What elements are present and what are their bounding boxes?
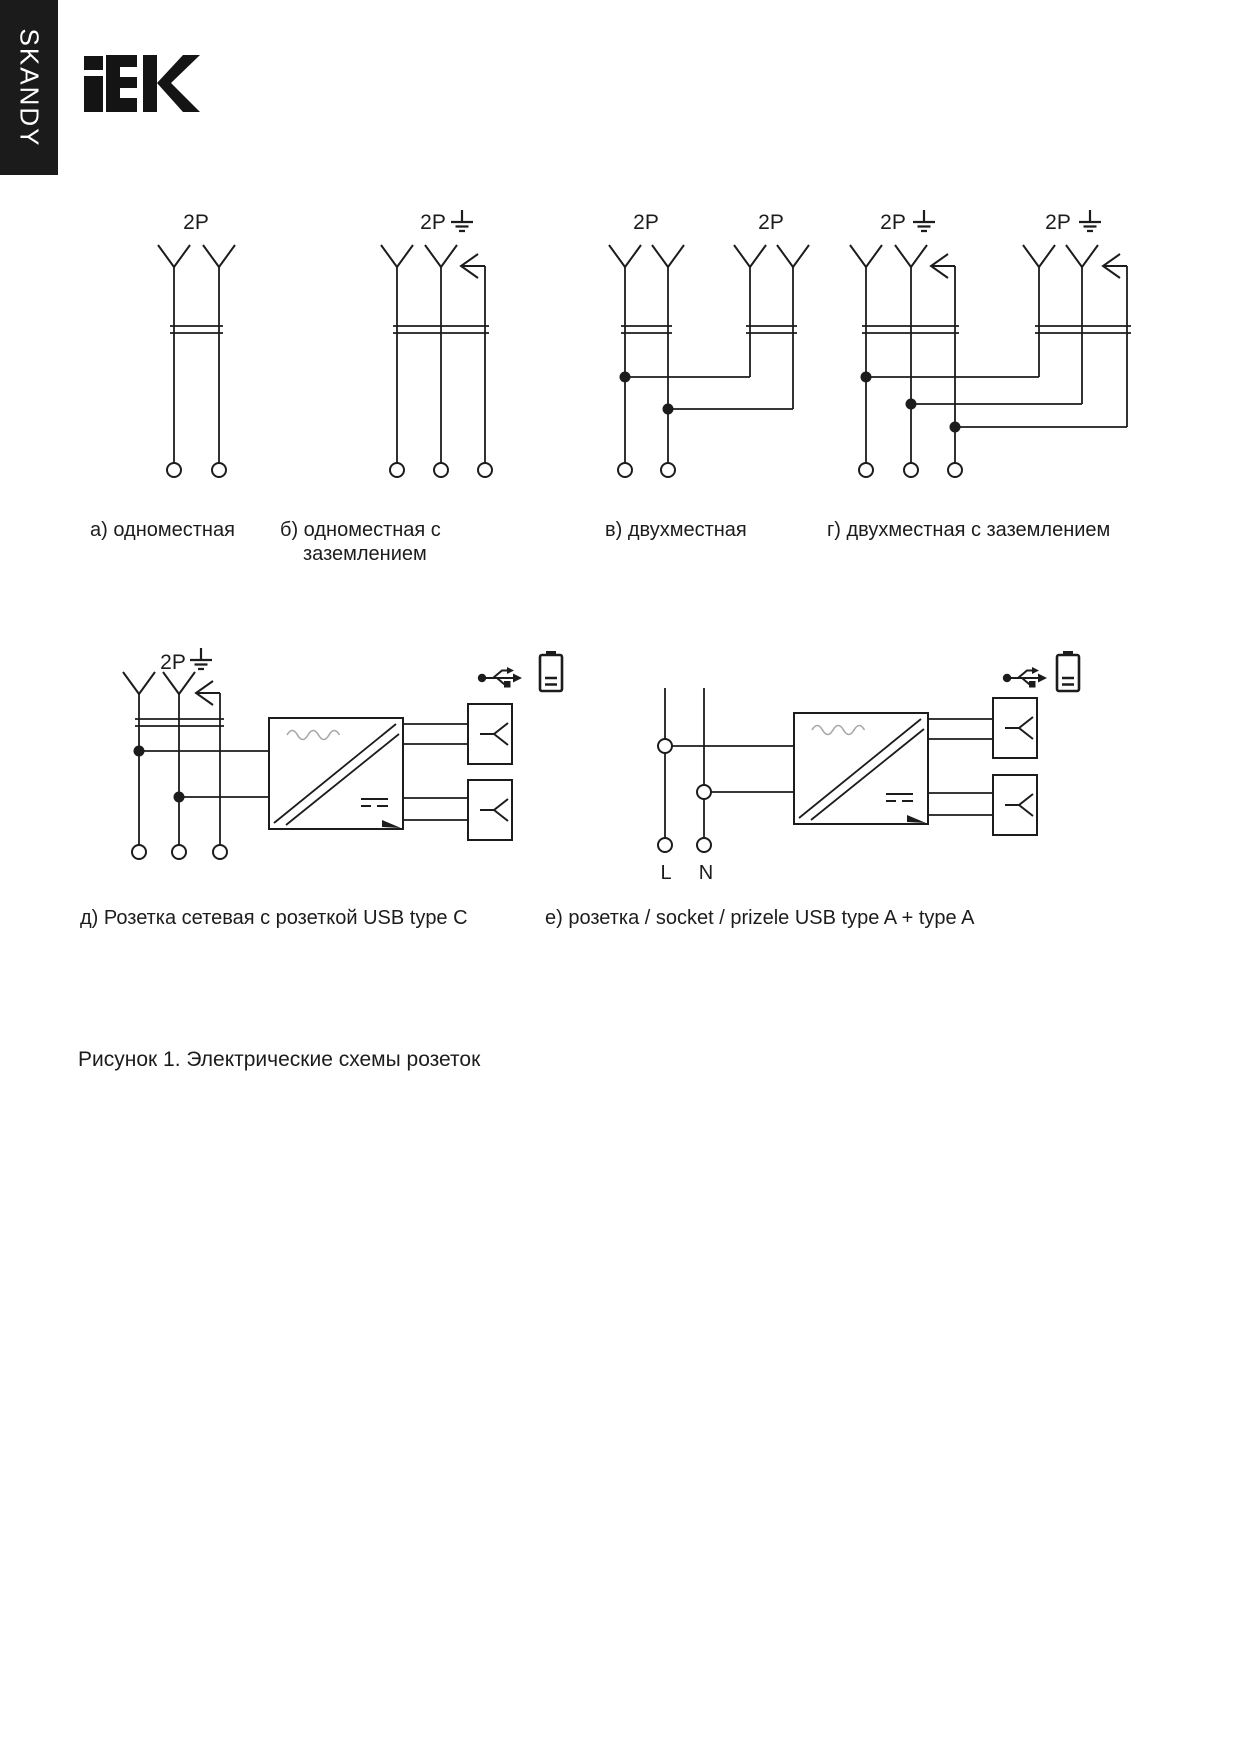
- battery-icon: [1057, 651, 1079, 691]
- usb-port-box: [993, 775, 1037, 835]
- usb-port-box: [468, 780, 512, 840]
- terminal-circle: [658, 838, 672, 852]
- socket-contact-icon: [1066, 245, 1098, 267]
- terminal-circle: [434, 463, 448, 477]
- caption-g: г) двухместная с заземлением: [827, 519, 1111, 541]
- socket-contact-icon: [158, 245, 190, 267]
- caption-v: в) двухместная: [605, 519, 747, 541]
- socket-contact-icon: [1023, 245, 1055, 267]
- ac-dc-converter-box: [794, 713, 928, 824]
- junction-dot: [663, 404, 674, 415]
- socket-contact-icon: [425, 245, 457, 267]
- diagram-d-socket-usb-type-c: [123, 648, 562, 859]
- socket-contact-icon: [734, 245, 766, 267]
- caption-e: е) розетка / socket / prizele USB type A + type A: [545, 907, 975, 929]
- ground-contact-icon: [1103, 254, 1127, 278]
- caption-b-line2: заземлением: [303, 543, 427, 565]
- diagram-e-socket-usb-type-a: [658, 651, 1079, 884]
- battery-icon: [540, 651, 562, 691]
- terminal-circle: [167, 463, 181, 477]
- earth-icon: [1079, 210, 1101, 231]
- diagram-g-double-socket-grounded: [850, 210, 1131, 477]
- caption-b-line1: б) одноместная с: [280, 519, 441, 541]
- ground-contact-icon: [931, 254, 955, 278]
- junction-dot: [174, 792, 185, 803]
- usb-port-box: [468, 704, 512, 764]
- pole-label: 2P: [1045, 211, 1071, 234]
- diagram-v-double-socket: [609, 211, 809, 477]
- socket-contact-icon: [777, 245, 809, 267]
- wires: [862, 266, 1131, 463]
- terminal-circle: [661, 463, 675, 477]
- pole-label: 2P: [160, 651, 186, 674]
- socket-contact-icon: [123, 672, 155, 694]
- pole-label: 2P: [633, 211, 659, 234]
- terminal-circle: [948, 463, 962, 477]
- diagram-b-single-socket-grounded: [381, 210, 492, 477]
- earth-icon: [190, 648, 212, 669]
- caption-b: [280, 518, 441, 566]
- terminal-circle: [697, 838, 711, 852]
- neutral-label: N: [698, 862, 714, 884]
- junction-dot: [906, 399, 917, 410]
- terminal-circle: [212, 463, 226, 477]
- skandy-vertical-label: SKANDY: [14, 28, 45, 147]
- wires: [393, 266, 489, 463]
- socket-contact-icon: [381, 245, 413, 267]
- diagram-a-single-socket: [158, 211, 235, 477]
- line-label: L: [660, 862, 672, 884]
- terminal-circle: [390, 463, 404, 477]
- wires: [170, 267, 223, 463]
- junction-dot: [950, 422, 961, 433]
- socket-contact-icon: [203, 245, 235, 267]
- terminal-circle: [904, 463, 918, 477]
- socket-contact-icon: [652, 245, 684, 267]
- caption-d: д) Розетка сетевая с розеткой USB type C: [80, 907, 468, 929]
- terminal-circle: [213, 845, 227, 859]
- junction-dot: [134, 746, 145, 757]
- pole-label: 2P: [420, 211, 446, 234]
- ac-dc-converter-box: [269, 718, 403, 829]
- socket-contact-icon: [609, 245, 641, 267]
- pole-label: 2P: [758, 211, 784, 234]
- socket-contact-icon: [895, 245, 927, 267]
- pole-label: 2P: [183, 211, 209, 234]
- ground-contact-icon: [461, 254, 485, 278]
- terminal-circle: [132, 845, 146, 859]
- earth-icon: [913, 210, 935, 231]
- pole-label: 2P: [880, 211, 906, 234]
- junction-dot: [861, 372, 872, 383]
- figure-caption: Рисунок 1. Электрические схемы розеток: [78, 1048, 481, 1071]
- terminal-circle: [478, 463, 492, 477]
- socket-contact-icon: [850, 245, 882, 267]
- caption-a: а) одноместная: [90, 519, 235, 541]
- socket-contact-icon: [163, 672, 195, 694]
- wires: [621, 267, 797, 463]
- usb-icon: [478, 667, 522, 688]
- earth-icon: [451, 210, 473, 231]
- junction-dot: [620, 372, 631, 383]
- junction-circle: [658, 739, 672, 753]
- terminal-circle: [172, 845, 186, 859]
- usb-icon: [1003, 667, 1047, 688]
- terminal-circle: [859, 463, 873, 477]
- ground-contact-icon: [196, 681, 220, 705]
- junction-circle: [697, 785, 711, 799]
- usb-port-box: [993, 698, 1037, 758]
- terminal-circle: [618, 463, 632, 477]
